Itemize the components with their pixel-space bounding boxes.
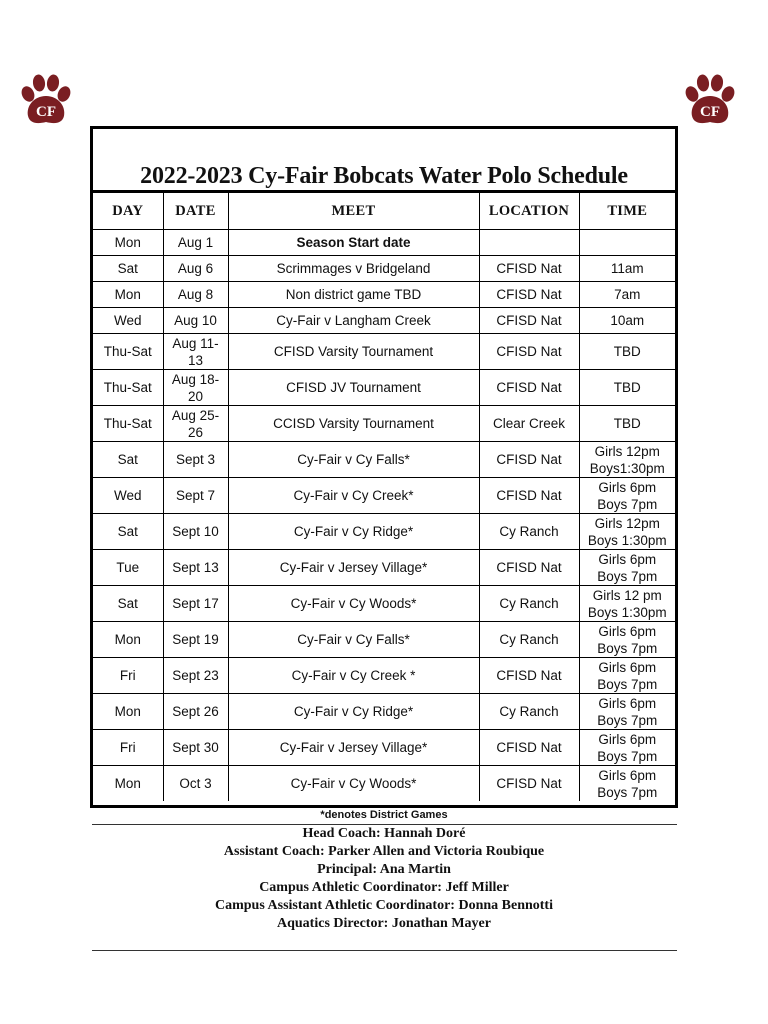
cell-date <box>163 334 228 370</box>
col-header-location: LOCATION <box>479 193 579 230</box>
cell-day: Fri <box>93 730 163 766</box>
table-row <box>93 230 675 256</box>
cell-day: Wed <box>93 308 163 334</box>
schedule-title: 2022-2023 Cy-Fair Bobcats Water Polo Schedule <box>93 129 675 193</box>
cell-day: Thu-Sat <box>93 406 163 442</box>
cell-time-boys: Boys 1:30pm <box>587 604 667 620</box>
cell-location <box>479 230 579 256</box>
cell-date <box>163 406 228 442</box>
cell-date-line: 13 <box>187 352 204 368</box>
cell-location: CFISD Nat <box>479 442 579 478</box>
table-row <box>93 730 675 766</box>
cell-time <box>579 694 675 730</box>
table-row <box>93 256 675 282</box>
cell-time <box>579 586 675 622</box>
paw-logo-text: CF <box>36 104 56 120</box>
table-row <box>93 658 675 694</box>
cell-day: Mon <box>93 622 163 658</box>
cell-location: Clear Creek <box>479 406 579 442</box>
cell-day: Tue <box>93 550 163 586</box>
cell-location: CFISD Nat <box>479 658 579 694</box>
cell-day: Sat <box>93 442 163 478</box>
col-header-date: DATE <box>163 193 228 230</box>
cell-location: Cy Ranch <box>479 622 579 658</box>
cell-location: CFISD Nat <box>479 256 579 282</box>
cy-fair-paw-logo-icon <box>18 72 74 128</box>
table-row <box>93 478 675 514</box>
cell-meet: Scrimmages v Bridgeland <box>228 256 479 282</box>
cell-day: Mon <box>93 766 163 802</box>
cell-time-boys: Boys 7pm <box>597 784 658 800</box>
cell-location: CFISD Nat <box>479 550 579 586</box>
table-row <box>93 694 675 730</box>
cell-day: Thu-Sat <box>93 370 163 406</box>
cell-location: Cy Ranch <box>479 694 579 730</box>
cell-meet: CFISD Varsity Tournament <box>228 334 479 370</box>
cell-meet: Cy-Fair v Cy Falls* <box>228 622 479 658</box>
table-row <box>93 370 675 406</box>
table-row <box>93 550 675 586</box>
cell-meet: Cy-Fair v Cy Woods* <box>228 586 479 622</box>
table-row <box>93 406 675 442</box>
staff-aquatics-director: Aquatics Director: Jonathan Mayer <box>277 916 491 931</box>
cell-time-girls: Girls 6pm <box>598 731 657 747</box>
staff-list <box>0 825 768 933</box>
divider <box>92 950 677 951</box>
cell-time-boys: Boys 7pm <box>597 640 658 656</box>
cell-meet: Cy-Fair v Jersey Village* <box>228 730 479 766</box>
cell-time <box>579 478 675 514</box>
cell-day: Sat <box>93 256 163 282</box>
cell-meet: Cy-Fair v Cy Woods* <box>228 766 479 802</box>
cell-meet: Non district game TBD <box>228 282 479 308</box>
cell-meet: Cy-Fair v Jersey Village* <box>228 550 479 586</box>
cell-meet: Cy-Fair v Cy Creek* <box>228 478 479 514</box>
cell-time-boys: Boys1:30pm <box>589 460 665 476</box>
cell-day: Mon <box>93 694 163 730</box>
cell-date: Aug 1 <box>163 230 228 256</box>
table-row <box>93 282 675 308</box>
paw-logo-text: CF <box>700 104 720 120</box>
table-header-row <box>93 193 675 230</box>
cell-location: CFISD Nat <box>479 282 579 308</box>
cell-date <box>163 370 228 406</box>
cell-time <box>579 230 675 256</box>
cell-location: Cy Ranch <box>479 514 579 550</box>
cell-time-boys: Boys 7pm <box>597 712 658 728</box>
cell-meet: CCISD Varsity Tournament <box>228 406 479 442</box>
cell-date-line: Aug 25- <box>171 407 220 423</box>
cell-time-girls: Girls 6pm <box>598 551 657 567</box>
staff-head-coach: Head Coach: Hannah Doré <box>302 826 466 841</box>
cell-time <box>579 514 675 550</box>
cell-time-boys: Boys 7pm <box>597 496 658 512</box>
cell-time <box>579 622 675 658</box>
cell-date: Aug 6 <box>163 256 228 282</box>
cell-time <box>579 550 675 586</box>
cell-time <box>579 442 675 478</box>
table-row <box>93 766 675 802</box>
cell-meet: Cy-Fair v Cy Ridge* <box>228 694 479 730</box>
cell-time <box>579 766 675 802</box>
cell-day: Fri <box>93 658 163 694</box>
cell-date: Sept 10 <box>163 514 228 550</box>
cell-time-boys: Boys 7pm <box>597 568 658 584</box>
cell-day: Wed <box>93 478 163 514</box>
district-games-footnote: *denotes District Games <box>320 809 448 821</box>
cell-time: TBD <box>579 406 675 442</box>
cell-time-girls: Girls 12 pm <box>592 587 662 603</box>
cell-day: Mon <box>93 282 163 308</box>
staff-athletic-coordinator: Campus Athletic Coordinator: Jeff Miller <box>259 880 509 895</box>
cell-time-girls: Girls 6pm <box>598 479 657 495</box>
cell-location: Cy Ranch <box>479 586 579 622</box>
cell-date: Sept 26 <box>163 694 228 730</box>
staff-principal: Principal: Ana Martin <box>317 862 451 877</box>
cell-date: Sept 30 <box>163 730 228 766</box>
cell-time-boys: Boys 1:30pm <box>587 532 667 548</box>
cy-fair-paw-logo-icon <box>682 72 738 128</box>
cell-location: CFISD Nat <box>479 766 579 802</box>
cell-time: TBD <box>579 334 675 370</box>
table-row <box>93 586 675 622</box>
cell-day: Sat <box>93 514 163 550</box>
cell-time-girls: Girls 6pm <box>598 767 657 783</box>
schedule-box <box>90 126 678 808</box>
cell-time-boys: Boys 7pm <box>597 748 658 764</box>
cell-meet: Season Start date <box>228 230 479 256</box>
table-row <box>93 308 675 334</box>
cell-location: CFISD Nat <box>479 730 579 766</box>
cell-time-girls: Girls 6pm <box>598 695 657 711</box>
col-header-time: TIME <box>579 193 675 230</box>
cell-date-line: Aug 11- <box>172 335 219 351</box>
cell-day: Thu-Sat <box>93 334 163 370</box>
cell-time-girls: Girls 6pm <box>598 623 657 639</box>
cell-meet: Cy-Fair v Cy Creek * <box>228 658 479 694</box>
cell-date: Oct 3 <box>163 766 228 802</box>
cell-time-girls: Girls 12pm <box>594 443 660 459</box>
cell-date-line: 20 <box>187 388 204 404</box>
cell-location: CFISD Nat <box>479 334 579 370</box>
cell-day: Sat <box>93 586 163 622</box>
cell-date: Sept 17 <box>163 586 228 622</box>
cell-time-girls: Girls 12pm <box>594 515 660 531</box>
cell-time <box>579 730 675 766</box>
cell-location: CFISD Nat <box>479 308 579 334</box>
cell-date: Aug 8 <box>163 282 228 308</box>
cell-date: Sept 19 <box>163 622 228 658</box>
cell-date-line: Aug 18- <box>171 371 220 387</box>
cell-time-girls: Girls 6pm <box>598 659 657 675</box>
table-row <box>93 622 675 658</box>
table-row <box>93 514 675 550</box>
cell-date: Sept 7 <box>163 478 228 514</box>
cell-time: 11am <box>579 256 675 282</box>
cell-time: 7am <box>579 282 675 308</box>
table-row <box>93 442 675 478</box>
cell-date: Sept 23 <box>163 658 228 694</box>
cell-date: Sept 13 <box>163 550 228 586</box>
cell-day: Mon <box>93 230 163 256</box>
schedule-table <box>93 193 675 801</box>
staff-assistant-coach: Assistant Coach: Parker Allen and Victoria Roubique <box>223 844 545 859</box>
cell-meet: Cy-Fair v Cy Ridge* <box>228 514 479 550</box>
cell-location: CFISD Nat <box>479 370 579 406</box>
col-header-day: DAY <box>93 193 163 230</box>
cell-date-line: 26 <box>187 424 204 440</box>
cell-time: TBD <box>579 370 675 406</box>
cell-meet: Cy-Fair v Cy Falls* <box>228 442 479 478</box>
table-row <box>93 334 675 370</box>
cell-time: 10am <box>579 308 675 334</box>
col-header-meet: MEET <box>228 193 479 230</box>
staff-assistant-athletic-coordinator: Campus Assistant Athletic Coordinator: Donna Bennotti <box>215 898 553 913</box>
cell-date: Sept 3 <box>163 442 228 478</box>
cell-meet: CFISD JV Tournament <box>228 370 479 406</box>
cell-date: Aug 10 <box>163 308 228 334</box>
cell-location: CFISD Nat <box>479 478 579 514</box>
cell-time-boys: Boys 7pm <box>597 676 658 692</box>
cell-meet: Cy-Fair v Langham Creek <box>228 308 479 334</box>
cell-time <box>579 658 675 694</box>
